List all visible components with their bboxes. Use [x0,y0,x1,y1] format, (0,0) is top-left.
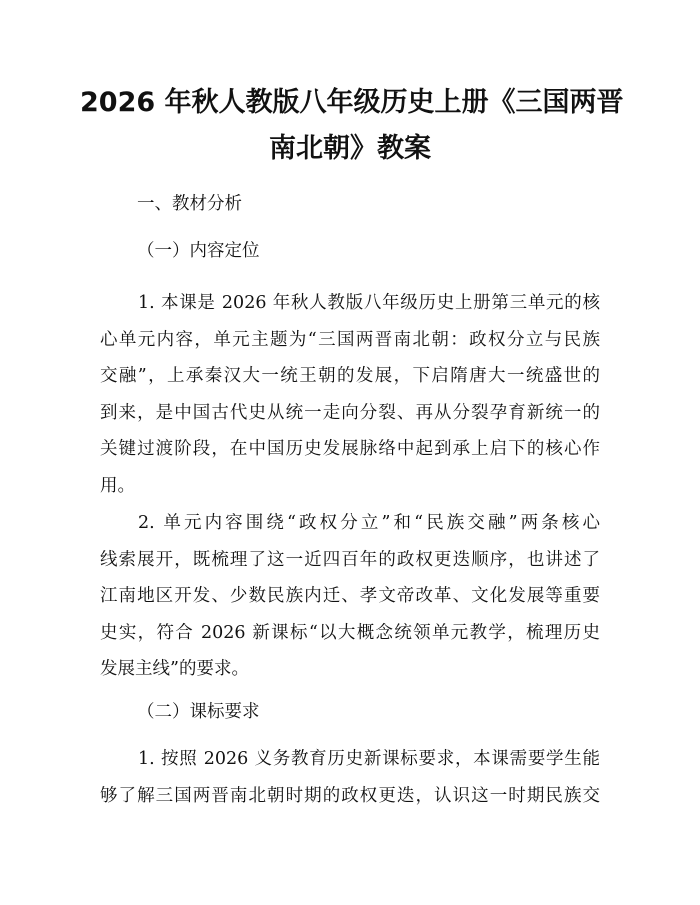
document-title-line-1: 2026 年秋人教版八年级历史上册《三国两晋 [80,87,624,118]
paragraph-line: 关键过渡阶段，在中国历史发展脉络中起到承上启下的核心作 [100,439,600,459]
paragraph-line: 2. 单元内容围绕“政权分立”和“民族交融”两条核心 [138,513,600,533]
paragraph-line: 1. 按照 2026 义务教育历史新课标要求，本课需要学生能 [138,749,600,769]
paragraph-line: 1. 本课是 2026 年秋人教版八年级历史上册第三单元的核 [138,293,600,313]
subsection-heading-content-positioning: （一）内容定位 [137,241,260,261]
paragraph-line: 交融”，上承秦汉大一统王朝的发展，下启隋唐大一统盛世的 [100,366,600,386]
paragraph-content-positioning-1 [100,285,600,504]
subsection-heading-curriculum-requirements: （二）课标要求 [137,702,260,722]
paragraph-line: 够了解三国两晋南北朝时期的政权更迭，认识这一时期民族交 [100,785,600,806]
paragraph-line: 江南地区开发、少数民族内迁、孝文帝改革、文化发展等重要 [100,586,600,606]
section-heading-teaching-material-analysis: 一、教材分析 [137,194,242,214]
paragraph-line: 史实，符合 2026 新课标“以大概念统领单元教学，梳理历史 [100,622,600,643]
paragraph-line: 到来，是中国古代史从统一走向分裂、再从分裂孕育新统一的 [100,402,600,423]
paragraph-line: 心单元内容，单元主题为“三国两晋南北朝：政权分立与民族 [100,329,600,350]
document-title-line-2: 南北朝》教案 [269,133,431,164]
paragraph-line: 发展主线”的要求。 [100,659,249,679]
paragraph-curriculum-requirements-1 [100,741,600,814]
paragraph-content-positioning-2 [100,505,600,688]
paragraph-line: 线索展开，既梳理了这一近四百年的政权更迭顺序，也讲述了 [100,549,600,570]
paragraph-line: 用。 [100,475,135,496]
